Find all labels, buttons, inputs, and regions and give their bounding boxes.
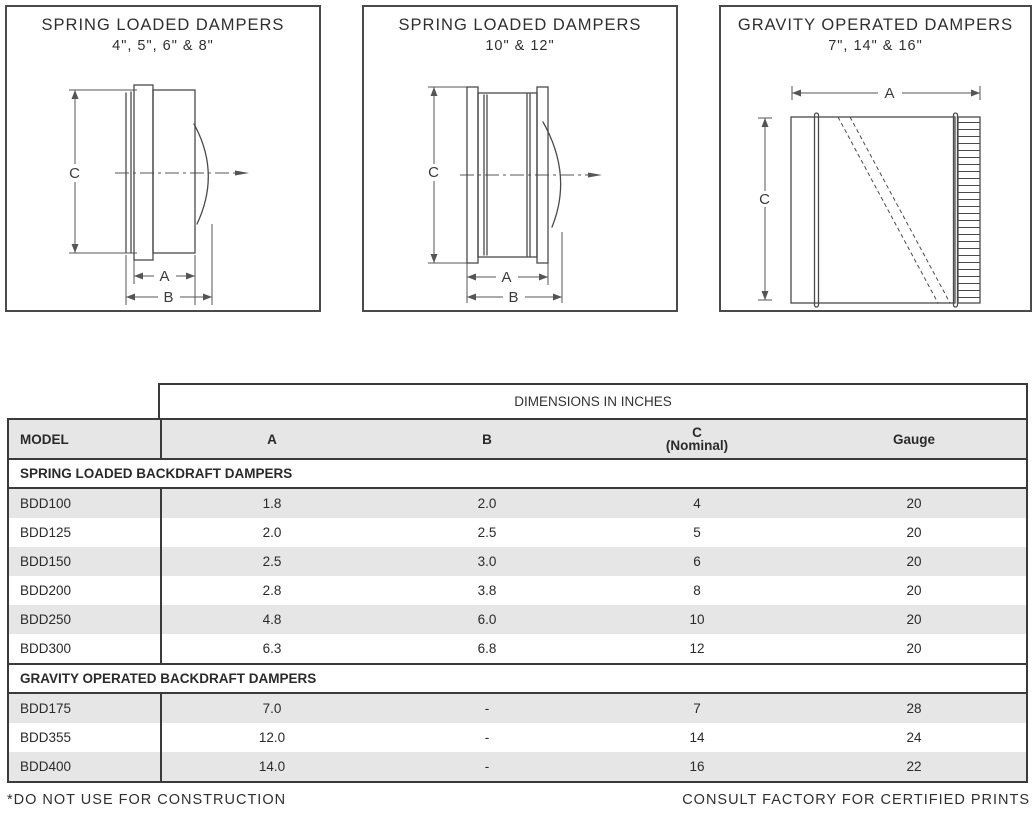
diagram-title: SPRING LOADED DAMPERS xyxy=(41,16,285,34)
dimension-label-a: A xyxy=(501,269,513,286)
footer-notes xyxy=(7,792,1030,808)
dimension-label-b: B xyxy=(508,289,520,306)
dimension-label-b: B xyxy=(163,289,175,306)
column-header-model: MODEL xyxy=(9,420,162,458)
footnote-right: CONSULT FACTORY FOR CERTIFIED PRINTS xyxy=(682,792,1030,808)
table-row xyxy=(9,489,1026,518)
cell-c-nominal: 10 xyxy=(689,612,705,627)
cell-a: 6.3 xyxy=(262,641,282,656)
cell-model: BDD355 xyxy=(9,723,162,752)
cell-a: 12.0 xyxy=(258,730,286,745)
column-header-b: B xyxy=(482,431,492,447)
dimension-label-a: A xyxy=(884,85,896,102)
dimensions-in-inches-band: DIMENSIONS IN INCHES xyxy=(158,383,1028,418)
cell-a: 1.8 xyxy=(262,496,282,511)
table-row xyxy=(9,694,1026,723)
cell-b: - xyxy=(484,759,490,774)
table-body xyxy=(9,458,1026,781)
table-row xyxy=(9,576,1026,605)
cell-gauge: 20 xyxy=(906,525,922,540)
cell-model: BDD125 xyxy=(9,518,162,547)
table-row xyxy=(9,547,1026,576)
cell-b: 6.8 xyxy=(477,641,497,656)
cell-a: 14.0 xyxy=(258,759,286,774)
column-header-c-label: C xyxy=(692,425,702,440)
cell-gauge: 20 xyxy=(906,641,922,656)
cell-model: BDD300 xyxy=(9,634,162,663)
cell-model: BDD400 xyxy=(9,752,162,781)
cell-model: BDD150 xyxy=(9,547,162,576)
column-header-c-nominal xyxy=(592,420,802,458)
cell-model: BDD175 xyxy=(9,694,162,723)
table-main xyxy=(7,418,1028,783)
cell-a: 2.0 xyxy=(262,525,282,540)
cell-gauge: 22 xyxy=(906,759,922,774)
table-section-header: GRAVITY OPERATED BACKDRAFT DAMPERS xyxy=(9,663,1026,694)
cell-model: BDD250 xyxy=(9,605,162,634)
dimension-label-c: C xyxy=(759,191,771,208)
dimension-label-c: C xyxy=(428,164,440,181)
cell-c-nominal: 4 xyxy=(693,496,701,511)
dimensions-table xyxy=(7,383,1028,783)
cell-a: 7.0 xyxy=(262,701,282,716)
table-section-header: SPRING LOADED BACKDRAFT DAMPERS xyxy=(9,458,1026,489)
diagram-card-gravity xyxy=(719,5,1032,312)
cell-gauge: 20 xyxy=(906,612,922,627)
table-row xyxy=(9,723,1026,752)
column-header-c-sublabel: (Nominal) xyxy=(665,438,729,453)
table-row xyxy=(9,518,1026,547)
cell-b: 2.5 xyxy=(477,525,497,540)
cell-c-nominal: 16 xyxy=(689,759,705,774)
cell-model: BDD100 xyxy=(9,489,162,518)
cell-c-nominal: 8 xyxy=(693,583,701,598)
cell-b: - xyxy=(484,730,490,745)
cell-c-nominal: 14 xyxy=(689,730,705,745)
cell-gauge: 28 xyxy=(906,701,922,716)
cell-gauge: 20 xyxy=(906,583,922,598)
cell-gauge: 20 xyxy=(906,496,922,511)
cell-gauge: 24 xyxy=(906,730,922,745)
column-header-gauge: Gauge xyxy=(892,431,935,447)
diagram-title: SPRING LOADED DAMPERS xyxy=(398,16,642,34)
cell-model: BDD200 xyxy=(9,576,162,605)
cell-c-nominal: 7 xyxy=(693,701,701,716)
diagram-subtitle: 4", 5", 6" & 8" xyxy=(112,38,214,54)
diagram-title: GRAVITY OPERATED DAMPERS xyxy=(737,16,1014,34)
cell-b: - xyxy=(484,701,490,716)
arrowheads xyxy=(431,87,603,301)
diagram-card-spring-small xyxy=(5,5,321,312)
cell-a: 2.8 xyxy=(262,583,282,598)
cell-b: 6.0 xyxy=(477,612,497,627)
diagram-subtitle: 7", 14" & 16" xyxy=(828,38,923,54)
table-row xyxy=(9,752,1026,781)
diagram-card-spring-large xyxy=(362,5,678,312)
cell-c-nominal: 6 xyxy=(693,554,701,569)
cell-b: 3.8 xyxy=(477,583,497,598)
footnote-left: *DO NOT USE FOR CONSTRUCTION xyxy=(7,792,287,808)
dimension-label-c: C xyxy=(69,165,81,182)
dimension-label-a: A xyxy=(159,268,171,285)
column-header-a: A xyxy=(267,431,277,447)
cell-c-nominal: 12 xyxy=(689,641,705,656)
arrowheads xyxy=(762,90,981,301)
cell-b: 3.0 xyxy=(477,554,497,569)
cell-b: 2.0 xyxy=(477,496,497,511)
cell-a: 2.5 xyxy=(262,554,282,569)
diagram-subtitle: 10" & 12" xyxy=(485,38,555,54)
table-row xyxy=(9,605,1026,634)
cell-c-nominal: 5 xyxy=(693,525,701,540)
cell-a: 4.8 xyxy=(262,612,282,627)
cell-gauge: 20 xyxy=(906,554,922,569)
table-header-row xyxy=(9,420,1026,458)
table-row xyxy=(9,634,1026,663)
